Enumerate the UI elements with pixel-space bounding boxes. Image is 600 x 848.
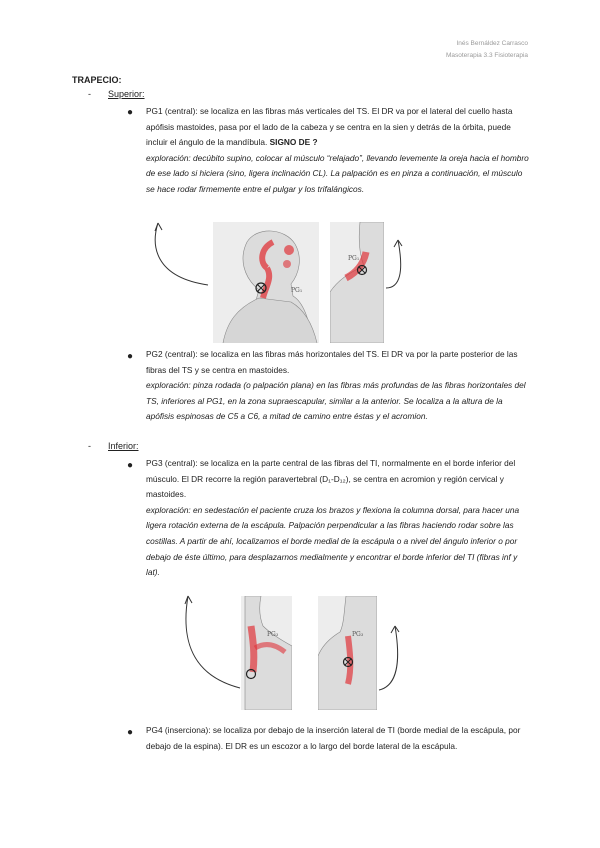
figure-pg3-back-illustration-right — [318, 596, 377, 710]
pg2-description: PG2 (central): se localiza en las fibras más horizontales del TS. El DR va por la parte posterior de las fibras del TS y se centra en mastoides. — [146, 349, 518, 375]
curved-arrow-right-1 — [384, 232, 414, 302]
bullet-pg1: ● — [127, 107, 134, 118]
pg1-description: PG1 (central): se localiza en las fibras más verticales del TS. El DR va por el lateral del cuello hasta apófisis mastoides, pasa por el lado de la cabeza y se centra en la sien y detrás de la órbita, puede incluir el ángulo de la mandíbula. — [146, 106, 513, 148]
figure-label-pg1a: PG₁ — [291, 287, 303, 294]
paragraph-pg3 — [146, 456, 530, 581]
curved-arrow-left-1 — [148, 215, 218, 295]
header-author: Inés Bernáldez Carrasco — [456, 40, 528, 47]
bullet-pg2: ● — [127, 351, 134, 362]
curved-arrow-right-2 — [377, 618, 411, 698]
page-title: TRAPECIO: — [72, 75, 122, 85]
section-heading-inferior: Inferior: — [108, 441, 139, 451]
pg3-description: PG3 (central): se localiza en la parte central de las fibras del TI, normalmente en el borde inferior del músculo. El DR recorre la región paravertebral (D₁-D₁₂), se centra en acromion y región cervical y mastoides. — [146, 458, 516, 500]
curved-arrow-left-2 — [178, 588, 248, 698]
pg3-exploration: exploración: en sedestación el paciente cruza los brazos y flexiona la columna dorsal, para hacer una ligera rotación externa de la escápula. Palpación perpendicular a las fibras haciendo rodar sobre las costillas. A partir de ahí, localizamos el borde medial de la escápula o a nivel del ángulo inferior o por debajo de éste último, para desplazarnos medialmente y encontrar el borde inferior del TI (fibras inf y lat). — [146, 504, 520, 578]
figure-label-pg1b: PG₁ — [348, 255, 360, 262]
section-dash-superior: - — [88, 89, 91, 99]
section-heading-superior: Superior: — [108, 89, 145, 99]
paragraph-pg1 — [146, 104, 530, 198]
pg1-exploration: exploración: decúbito supino, colocar al músculo “relajado”, llevando levemente la oreja hacia el hombro de ese lado si hiciera (sino, ligera inclinación CL). La palpación es en pinza a continuación, el músculo se hace rodar firmemente entre el pulgar y los trifalángicos. — [146, 152, 529, 194]
paragraph-pg4 — [146, 723, 530, 754]
pg2-exploration: exploración: pinza rodada (o palpación plana) en las fibras más profundas de las fibras horizontales del TS, inferiores al PG1, en la zona supraescapular, similar a la anterior. Se localiza a la altura de la apófisis espinosas de C5 a C6, a mitad de camino entre éstas y el acromion. — [146, 380, 526, 422]
paragraph-pg2 — [146, 347, 530, 425]
figure-pg1-back-illustration — [330, 222, 384, 343]
bullet-pg3: ● — [127, 460, 134, 471]
bullet-pg4: ● — [127, 727, 134, 738]
figure-label-pg3b: PG₃ — [352, 631, 364, 638]
pg1-emphasis: SIGNO DE ? — [269, 137, 318, 148]
figure-label-pg3a: PG₃ — [267, 631, 279, 638]
header-course: Masoterapia 3.3 Fisioterapia — [445, 52, 528, 59]
section-dash-inferior: - — [88, 441, 91, 451]
page-header — [446, 38, 528, 62]
figure-pg1-lateral-illustration — [213, 222, 319, 343]
pg4-description: PG4 (inserciona): se localiza por debajo de la inserción lateral de TI (borde medial de la escápula, por debajo de la espina). El DR es un escozor a lo largo del borde lateral de la escápula. — [146, 725, 521, 751]
figure-pg3-back-illustration-left — [241, 596, 292, 710]
